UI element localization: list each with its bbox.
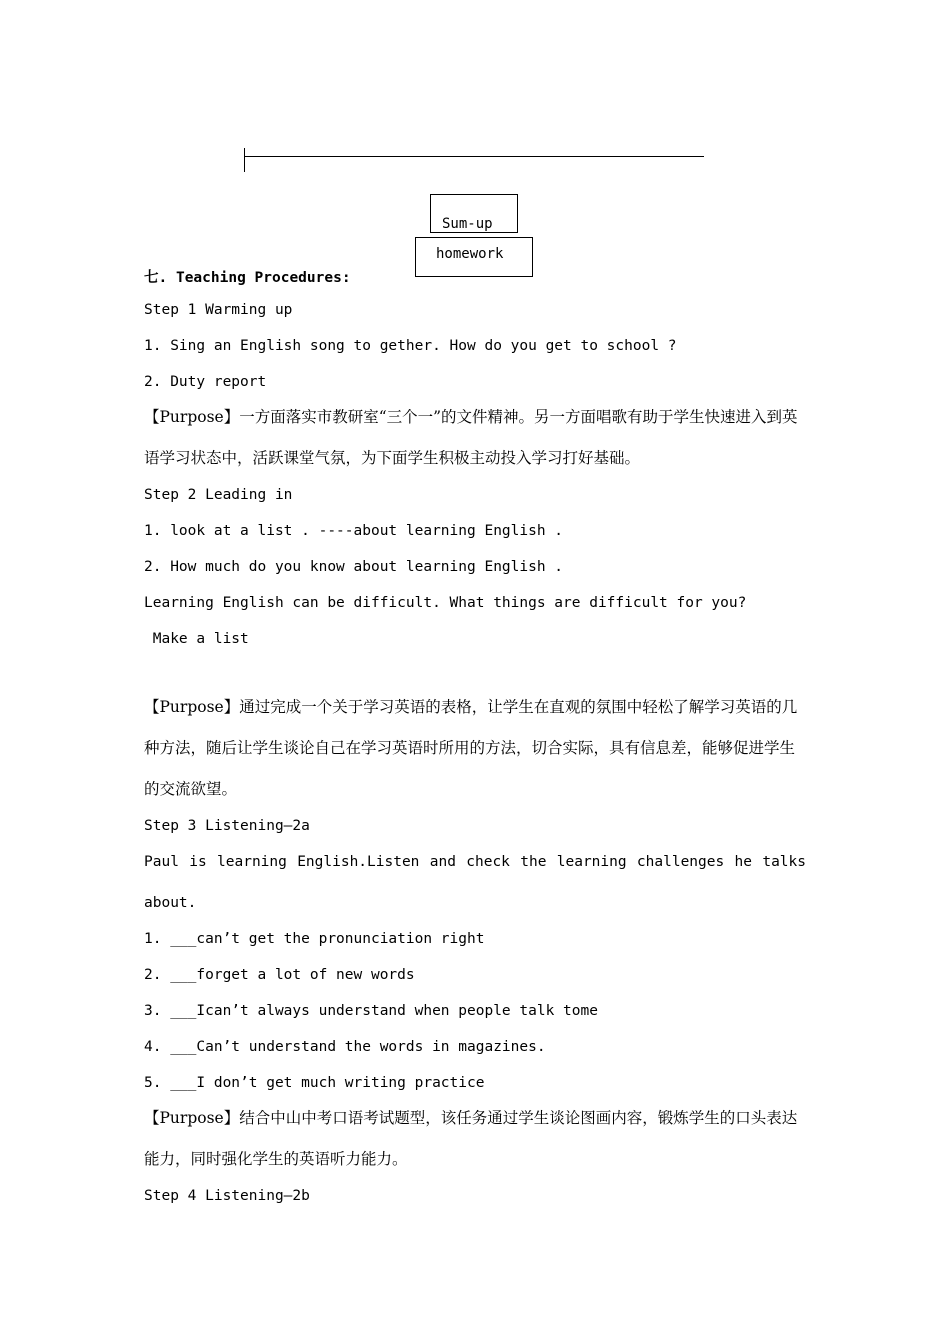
step2-title: Step 2 Leading in bbox=[144, 487, 293, 503]
step3-item-1: 1. ___can’t get the pronunciation right bbox=[144, 931, 485, 947]
purpose-2: 【Purpose】通过完成一个关于学习英语的表格，让学生在直观的氛围中轻松了解学习英语的几种方法，随后让学生谈论自己在学习英语时所用的方法，切合实际，具有信息差，能够促进学生的交流欲望。 bbox=[144, 698, 798, 798]
step1-title: Step 1 Warming up bbox=[144, 302, 293, 318]
homework-label: homework bbox=[436, 246, 504, 262]
step3-title: Step 3 Listening—2a bbox=[144, 818, 310, 834]
timeline-line bbox=[244, 156, 704, 157]
step3-intro: Paul is learning English.Listen and check the learning challenges he talks bbox=[144, 854, 806, 870]
step2-question: Learning English can be difficult. What things are difficult for you? bbox=[144, 595, 747, 611]
step1-item-1: 1. Sing an English song to gether. How do you get to school ? bbox=[144, 338, 677, 354]
sum-up-label: Sum-up bbox=[442, 216, 493, 232]
step3-intro-cont: about. bbox=[144, 895, 197, 911]
step3-item-2: 2. ___forget a lot of new words bbox=[144, 967, 415, 983]
timeline-tick bbox=[244, 148, 245, 172]
step1-item-2: 2. Duty report bbox=[144, 374, 267, 390]
purpose-3: 【Purpose】结合中山中考口语考试题型，该任务通过学生谈论图画内容，锻炼学生的口头表达能力，同时强化学生的英语听力能力。 bbox=[144, 1109, 798, 1168]
section-heading: 七. Teaching Procedures: bbox=[144, 270, 351, 286]
sum-up-box bbox=[430, 194, 518, 233]
homework-box bbox=[415, 237, 533, 277]
purpose-1: 【Purpose】一方面落实市教研室“三个一”的文件精神。另一方面唱歌有助于学生快速进入到英语学习状态中，活跃课堂气氛，为下面学生积极主动投入学习打好基础。 bbox=[144, 408, 798, 467]
step2-make-list: Make a list bbox=[144, 631, 249, 647]
step3-item-3: 3. ___Ican’t always understand when people talk tome bbox=[144, 1003, 598, 1019]
step3-item-4: 4. ___Can’t understand the words in magazines. bbox=[144, 1039, 546, 1055]
step2-item-1: 1. look at a list . ----about learning English . bbox=[144, 523, 564, 539]
step4-title: Step 4 Listening—2b bbox=[144, 1188, 310, 1204]
step2-item-2: 2. How much do you know about learning English . bbox=[144, 559, 564, 575]
step3-item-5: 5. ___I don’t get much writing practice bbox=[144, 1075, 485, 1091]
